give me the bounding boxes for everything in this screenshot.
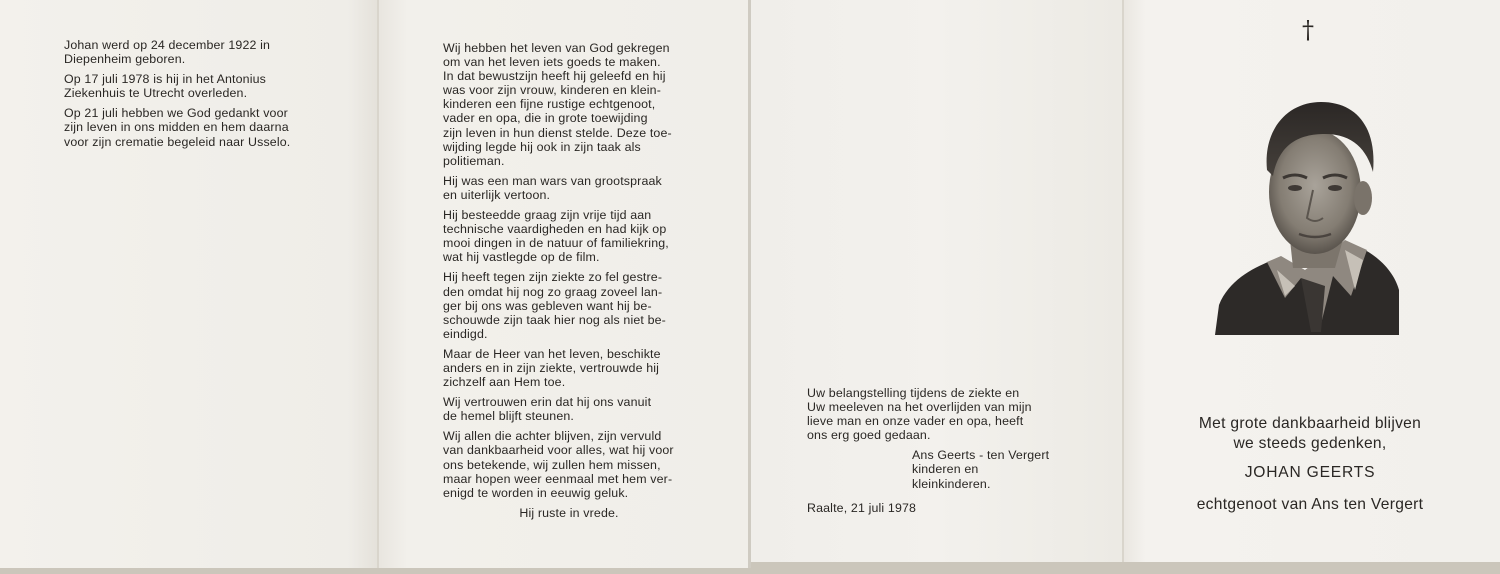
thanks-text — [807, 386, 1059, 521]
eulogy-paragraph: Maar de Heer van het leven, beschikte anders en in zijn ziekte, vertrouwde hij zichzelf aan Hem toe. — [443, 346, 661, 390]
fold-line — [748, 0, 751, 568]
place-date: Raalte, 21 juli 1978 — [807, 500, 917, 515]
eulogy-paragraph: Wij allen die achter blijven, zijn vervuld van dankbaarheid voor alles, wat hij voor ons betekende, wij zullen hem missen, maar hopen weer eenmaal met hem ver- enigd te worden in eeuwig geluk. — [443, 429, 674, 500]
cross-icon: † — [1302, 16, 1314, 44]
eulogy-paragraph: Hij heeft tegen zijn ziekte zo fel gestre- den omdat hij nog zo graag zoveel lan- ger bij ons was gebleven want hij be- schouwde zijn taak hier nog als niet be- eindigd. — [443, 270, 666, 341]
gratitude-line: Met grote dankbaarheid blijven — [1198, 415, 1422, 432]
eulogy-paragraph: Hij was een man wars van grootspraak en uiterlijk vertoon. — [443, 173, 662, 202]
cremation-paragraph: Op 21 juli hebben we God gedankt voor zijn leven in ons midden en hem daarna voor zijn crematie begeleid naar Usselo. — [64, 106, 291, 149]
fold-line — [1122, 0, 1124, 562]
deceased-name: JOHAN GEERTS — [1244, 464, 1376, 481]
signature: Ans Geerts - ten Vergert kinderen en kleinkinderen. — [912, 448, 1050, 491]
portrait-photo — [1215, 100, 1399, 335]
memorial-text — [1150, 414, 1470, 515]
eulogy-paragraph: Wij hebben het leven van God gekregen om van het leven iets goeds te maken. In dat bewustzijn heeft hij geleefd en hij was voor zijn vrouw, kinderen en klein- kinderen een fijne rustige echtgenoot, vader en opa, die in grote toewijding zijn leven in hun dienst stelde. Deze toe- wijding legde hij ook in zijn taak als politieman. — [443, 41, 672, 168]
closing-line: Hij ruste in vrede. — [519, 505, 619, 520]
eulogy-text — [443, 41, 695, 526]
eulogy-paragraph: Wij vertrouwen erin dat hij ons vanuit de hemel blijft steunen. — [443, 395, 652, 424]
fold-line — [377, 0, 379, 568]
thanks-message: Uw belangstelling tijdens de ziekte en Uw meeleven na het overlijden van mijn lieve man en onze vader en opa, heeft ons erg goed gedaan. — [807, 386, 1032, 443]
birth-paragraph: Johan werd op 24 december 1922 in Diepenheim geboren. — [64, 38, 271, 67]
spouse-line: echtgenoot van Ans ten Vergert — [1196, 496, 1424, 513]
eulogy-paragraph: Hij besteedde graag zijn vrije tijd aan technische vaardigheden en had kijk op mooi dingen in de natuur of familiekring, wat hij vastlegde op de film. — [443, 208, 669, 265]
remembrance-line: we steeds gedenken, — [1233, 435, 1387, 452]
death-paragraph: Op 17 juli 1978 is hij in het Antonius Ziekenhuis te Utrecht overleden. — [64, 72, 267, 101]
biography-text — [64, 38, 316, 155]
